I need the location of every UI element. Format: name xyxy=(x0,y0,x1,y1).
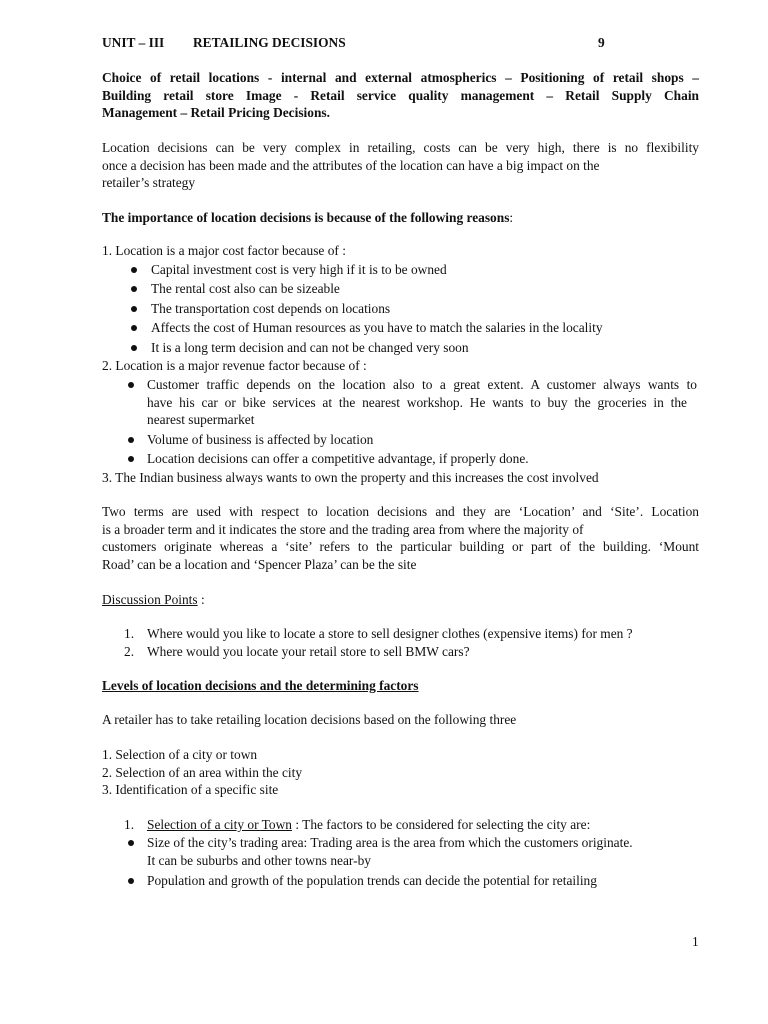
terms-line: Two terms are used with respect to location decisions and they are ‘Location’ and ‘Site’. Location xyxy=(102,504,699,519)
intro-paragraph xyxy=(102,139,699,192)
topics-line: Management – Retail Pricing Decisions. xyxy=(102,105,330,120)
list-item-line: have his car or bike services at the nearest workshop. He wants to buy the groceries in the xyxy=(147,394,687,410)
terms-line: customers originate whereas a ‘site’ refers to the particular building or part of the building. ‘Mount xyxy=(102,539,699,554)
list-item: Location decisions can offer a competitive advantage, if properly done. xyxy=(147,451,529,466)
city-selection-heading xyxy=(147,816,590,834)
page-number: 1 xyxy=(692,934,699,949)
list-item-line: Customer traffic depends on the location also to a great extent. A customer always wants to xyxy=(147,377,697,392)
chapter-number: 9 xyxy=(598,35,605,50)
list-item-number: 1. xyxy=(124,817,135,832)
bullet-icon xyxy=(128,840,134,846)
levels-list xyxy=(102,746,302,799)
list-item: The rental cost also can be sizeable xyxy=(151,281,340,296)
list-item xyxy=(147,376,697,429)
list-item: It is a long term decision and can not be changed very soon xyxy=(151,340,469,355)
importance-heading-text: The importance of location decisions is because of the following reasons xyxy=(102,210,510,225)
bullet-icon xyxy=(131,306,137,312)
bullet-icon xyxy=(131,267,137,273)
bullet-icon xyxy=(131,345,137,351)
bullet-icon xyxy=(131,286,137,292)
city-selection-label: Selection of a city or Town xyxy=(147,817,292,832)
list-item: Capital investment cost is very high if it is to be owned xyxy=(151,262,447,277)
terms-line: Road’ can be a location and ‘Spencer Plaza’ can be the site xyxy=(102,556,417,572)
intro-line: once a decision has been made and the attributes of the location can have a big impact on the xyxy=(102,157,600,173)
list-item: Affects the cost of Human resources as you have to match the salaries in the locality xyxy=(151,320,603,335)
bullet-icon xyxy=(128,456,134,462)
list-item: 1. Selection of a city or town xyxy=(102,747,258,762)
reason-2-label: 2. Location is a major revenue factor because of : xyxy=(102,358,367,373)
list-item: Where would you locate your retail store to sell BMW cars? xyxy=(147,644,470,659)
topics-line: Building retail store Image - Retail service quality management – Retail Supply Chain xyxy=(102,87,699,103)
importance-heading xyxy=(102,209,513,227)
topics-line: Choice of retail locations - internal and external atmospherics – Positioning of retail shops – xyxy=(102,70,699,85)
list-item: 2. Selection of an area within the city xyxy=(102,764,303,780)
terms-line: is a broader term and it indicates the store and the trading area from where the majority of xyxy=(102,521,584,537)
discussion-heading xyxy=(102,591,205,609)
topics-block xyxy=(102,69,699,122)
importance-heading-colon: : xyxy=(509,210,514,225)
list-item: Volume of business is affected by location xyxy=(147,432,374,447)
chapter-title: RETAILING DECISIONS xyxy=(193,35,346,50)
list-item-line: Size of the city’s trading area: Trading area is the area from which the customers originate. xyxy=(147,835,633,850)
list-item-number: 1. xyxy=(124,626,135,641)
reason-3-label: 3. The Indian business always wants to own the property and this increases the cost involved xyxy=(102,470,599,485)
levels-heading: Levels of location decisions and the determining factors xyxy=(102,678,419,693)
city-selection-text: : The factors to be considered for selecting the city are: xyxy=(291,817,591,832)
unit-label: UNIT – III xyxy=(102,35,165,50)
bullet-icon xyxy=(128,878,134,884)
levels-intro: A retailer has to take retailing location decisions based on the following three xyxy=(102,712,517,727)
list-item-line: It can be suburbs and other towns near-by xyxy=(147,852,371,868)
bullet-icon xyxy=(128,382,134,388)
reason-1-label: 1. Location is a major cost factor because of : xyxy=(102,243,346,258)
list-item xyxy=(147,834,633,869)
list-item: 3. Identification of a specific site xyxy=(102,782,279,797)
intro-line: retailer’s strategy xyxy=(102,175,196,190)
discussion-colon: : xyxy=(197,592,205,607)
list-item: The transportation cost depends on locations xyxy=(151,301,391,316)
intro-line: Location decisions can be very complex in retailing, costs can be very high, there is no flexibility xyxy=(102,140,699,155)
bullet-icon xyxy=(131,325,137,331)
list-item: Population and growth of the population trends can decide the potential for retailing xyxy=(147,873,597,888)
list-item-number: 2. xyxy=(124,644,135,659)
terms-paragraph xyxy=(102,503,699,573)
list-item: Where would you like to locate a store to sell designer clothes (expensive items) for men ? xyxy=(147,626,633,641)
discussion-label: Discussion Points xyxy=(102,592,198,607)
bullet-icon xyxy=(128,437,134,443)
list-item-line: nearest supermarket xyxy=(147,412,255,427)
